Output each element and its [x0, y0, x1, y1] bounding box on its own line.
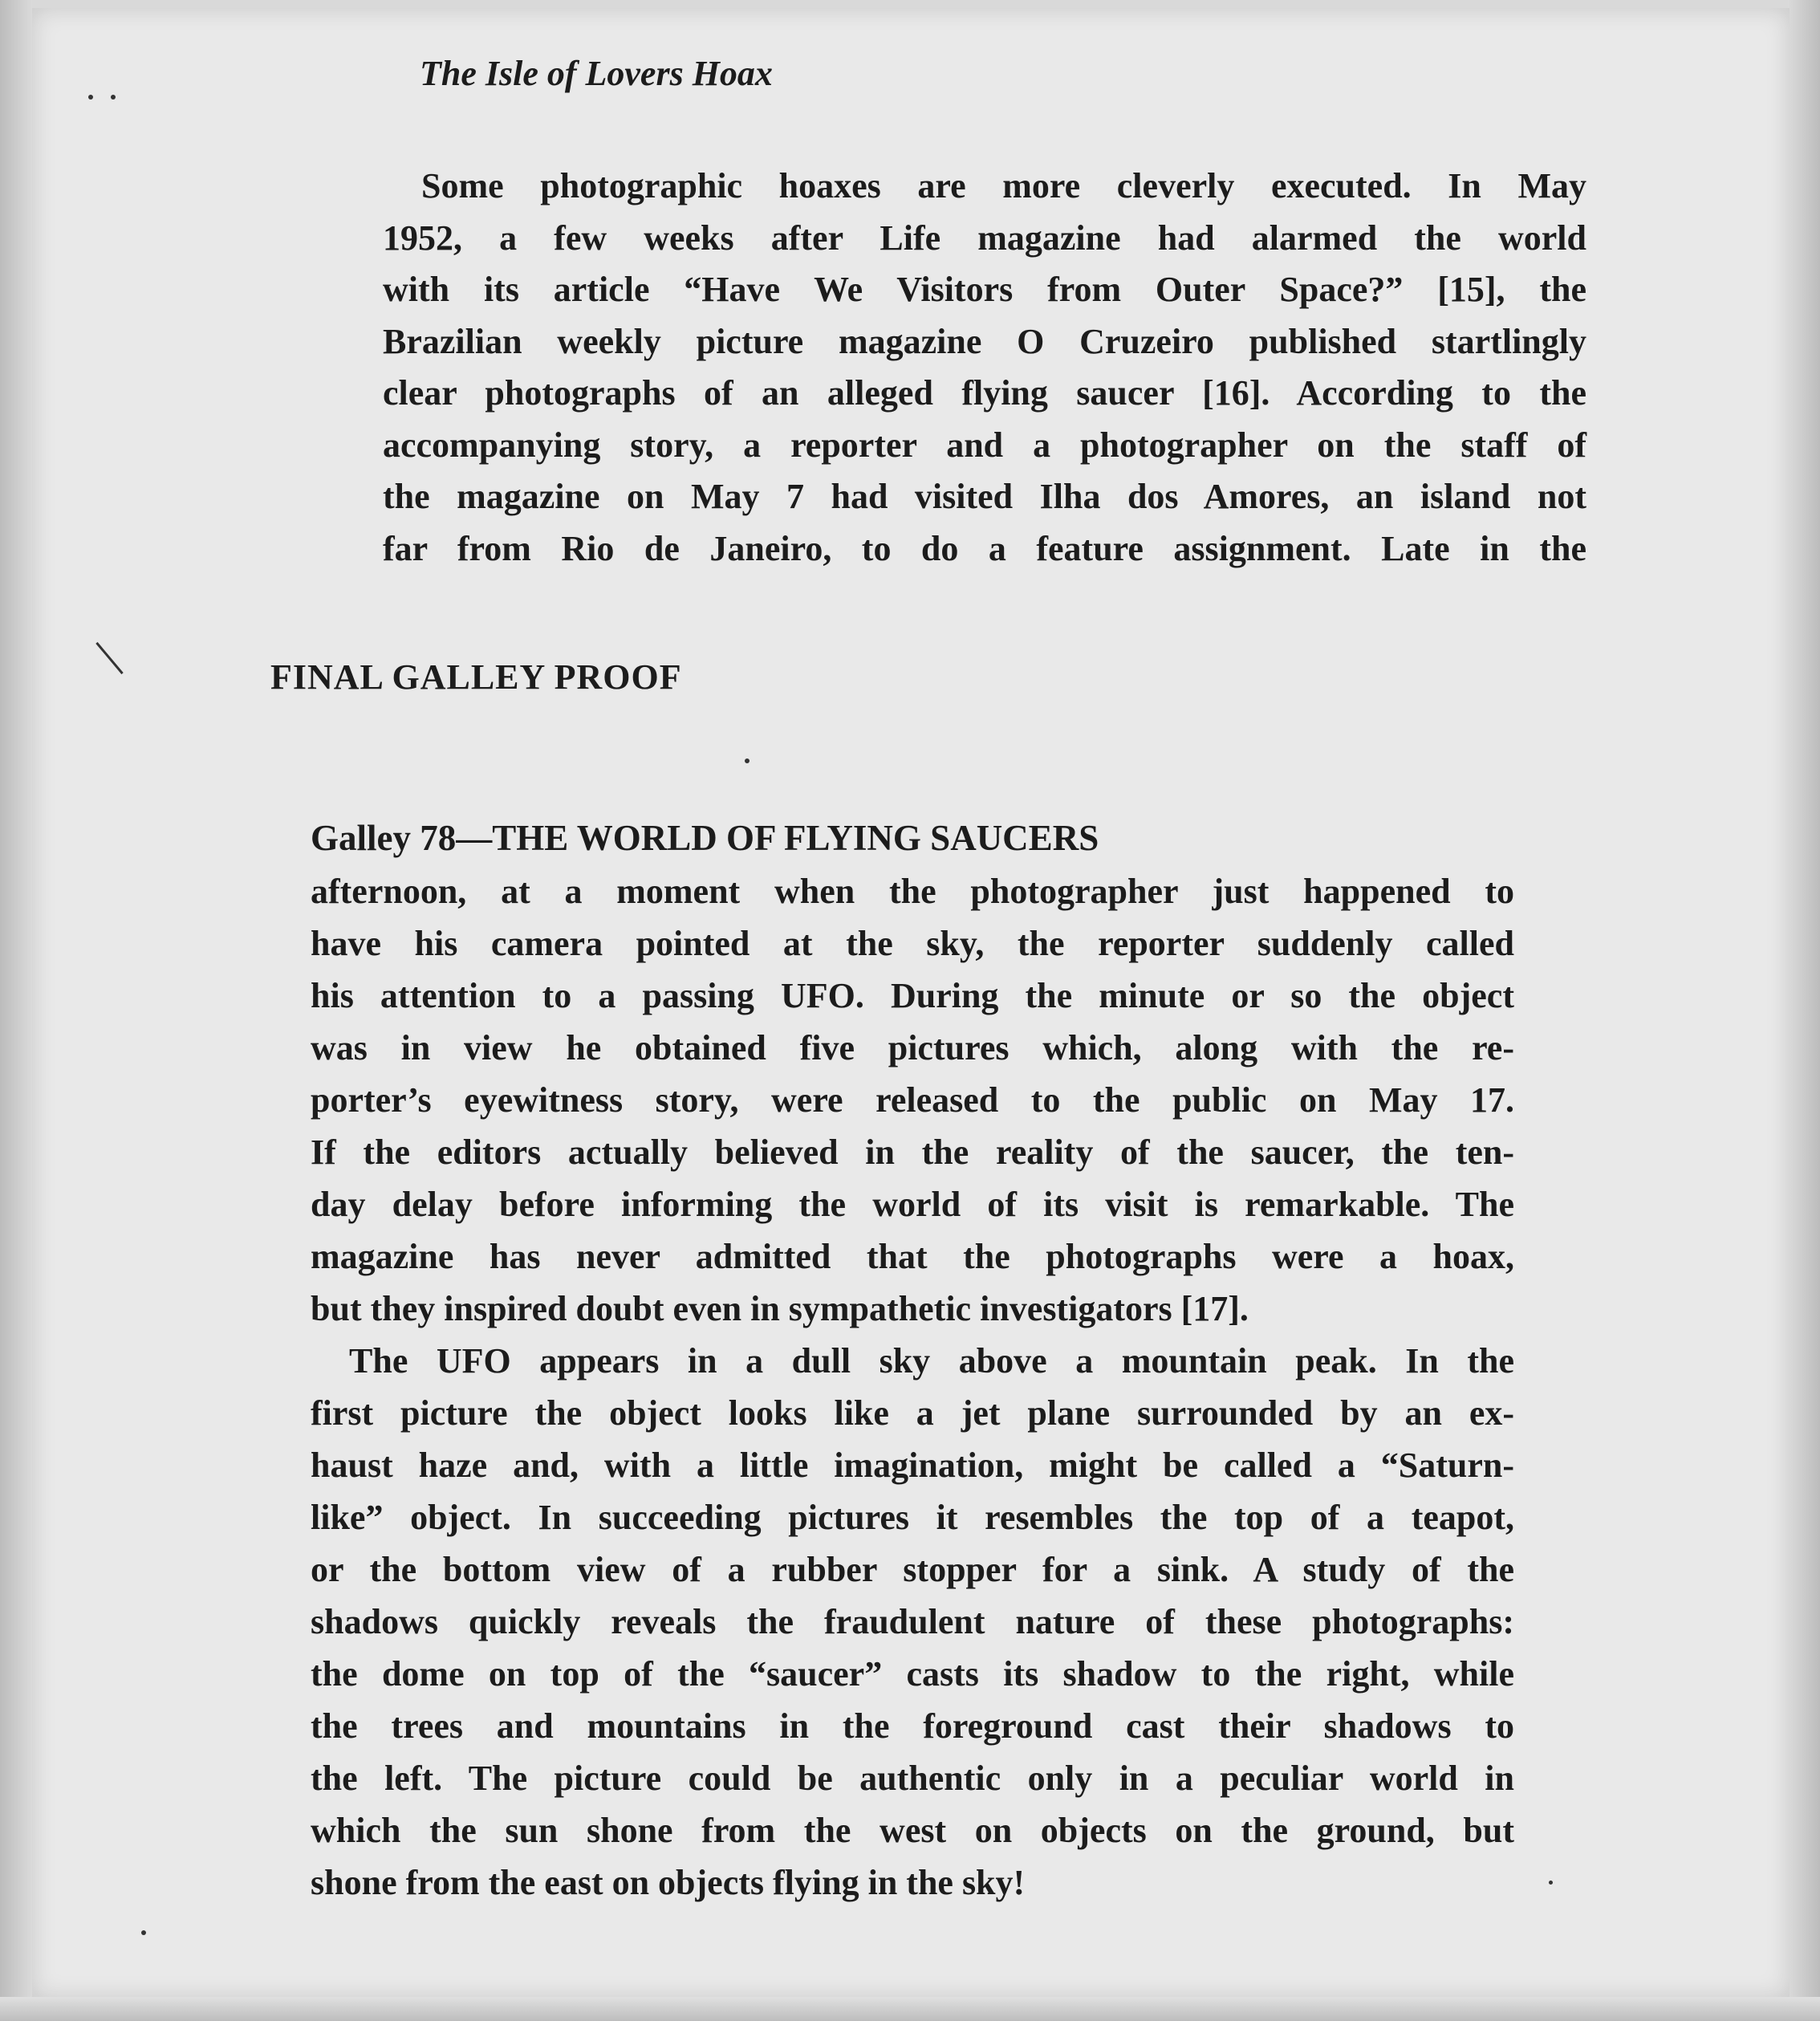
scan-speck [88, 95, 93, 100]
text-line: 1952, a few weeks after Life magazine had alarmed the world [383, 218, 1586, 258]
text-line: the left. The picture could be authentic only in a peculiar world in [311, 1759, 1514, 1798]
text-line: accompanying story, a reporter and a photographer on the staff of [383, 425, 1586, 465]
text-line: shone from the east on objects flying in the sky! [311, 1863, 1026, 1902]
text-line: first picture the object looks like a jet plane surrounded by an ex- [311, 1393, 1514, 1433]
paragraph-block-2 [311, 865, 1514, 1909]
text-line: The UFO appears in a dull sky above a mountain peak. In the [349, 1341, 1514, 1381]
text-line: the dome on top of the “saucer” casts its shadow to the right, while [311, 1654, 1514, 1694]
text-line: but they inspired doubt even in sympathetic investigators [17]. [311, 1289, 1249, 1328]
text-line: his attention to a passing UFO. During the minute or so the object [311, 976, 1514, 1015]
text-line: or the bottom view of a rubber stopper for a sink. A study of the [311, 1550, 1514, 1589]
text-line: magazine has never admitted that the photographs were a hoax, [311, 1237, 1514, 1276]
text-line: far from Rio de Janeiro, to do a feature assignment. Late in the [383, 528, 1586, 568]
scan-speck [745, 758, 750, 763]
scan-speck [141, 1930, 146, 1935]
text-line: shadows quickly reveals the fraudulent nature of these photographs: [311, 1602, 1514, 1641]
running-head: The Isle of Lovers Hoax [420, 54, 773, 93]
text-line: afternoon, at a moment when the photographer just happened to [311, 872, 1514, 911]
text-line: porter’s eyewitness story, were released to the public on May 17. [311, 1080, 1514, 1120]
text-line: have his camera pointed at the sky, the reporter suddenly called [311, 924, 1514, 963]
text-line: which the sun shone from the west on objects on the ground, but [311, 1811, 1514, 1850]
scan-speck [111, 95, 116, 100]
paragraph-block-1 [383, 161, 1586, 575]
text-line: If the editors actually believed in the reality of the saucer, the ten- [311, 1132, 1514, 1172]
scan-edge-left [0, 0, 32, 2021]
final-galley-proof-label: FINAL GALLEY PROOF [270, 657, 682, 697]
text-line: the trees and mountains in the foreground cast their shadows to [311, 1706, 1514, 1746]
text-line: the magazine on May 7 had visited Ilha dos Amores, an island not [383, 477, 1586, 516]
scan-speck [1549, 1881, 1553, 1885]
text-line: Some photographic hoaxes are more cleverly executed. In May [421, 166, 1586, 205]
text-line: haust haze and, with a little imagination, might be called a “Saturn- [311, 1446, 1514, 1485]
text-line: was in view he obtained five pictures which, along with the re- [311, 1028, 1514, 1067]
text-line: like” object. In succeeding pictures it resembles the top of a teapot, [311, 1498, 1514, 1537]
text-line: clear photographs of an alleged flying saucer [16]. According to the [383, 373, 1586, 413]
scan-edge-bottom [0, 1997, 1820, 2021]
text-line: day delay before informing the world of its visit is remarkable. The [311, 1185, 1514, 1224]
text-line: with its article “Have We Visitors from Outer Space?” [15], the [383, 270, 1586, 309]
scan-edge-right [1788, 0, 1820, 2021]
galley-header: Galley 78—THE WORLD OF FLYING SAUCERS [311, 818, 1099, 858]
text-line: Brazilian weekly picture magazine O Cruzeiro published startlingly [383, 321, 1586, 361]
